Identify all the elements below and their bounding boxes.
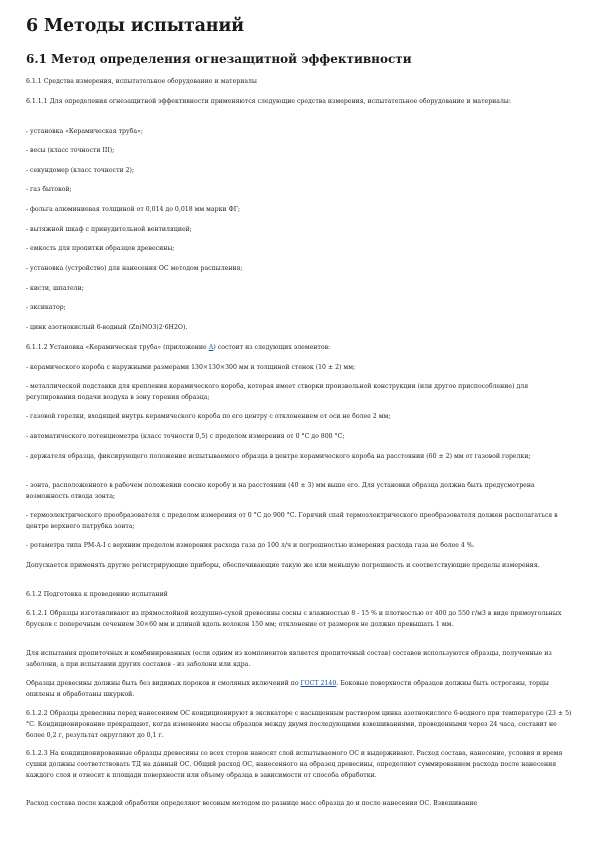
paragraph-6-1-1-2 <box>26 342 574 353</box>
list-item: - металлической подставки для крепления керамического короба, которая имеет створки произвольной конструкции (или другое приспособление) для регулирования подачи воздуха в зону горения образца; <box>26 383 529 401</box>
paragraph-6-1-2-3: 6.1.2.3 На кондиционированные образцы древесины со всех сторон наносят слой испытываемого ОС и выдерживают. Расход состава, нанесение, условия и время сушки должны соответствовать ТД на данный ОС. Общий расход ОС, нанесенного на образец древесины, определяют суммированием расхода после нанесения каждого слоя и относят к площади поверхности или объему образца в зависимости от способа обработки. <box>26 750 563 779</box>
gost-2140-link[interactable]: ГОСТ 2140 <box>300 680 337 687</box>
text-fragment: . Боковые поверхности образцов должны быть остроганы, торцы опилены и обработаны шкуркой. <box>26 680 549 698</box>
list-item: - газ бытовой; <box>26 186 72 193</box>
list-item: - вытяжной шкаф с принудительной вентиляцией; <box>26 226 192 233</box>
text-fragment: 6.1.1.2 Установка «Керамическая труба» (приложение <box>26 344 209 351</box>
paragraph-6-1-2-2: 6.1.2.2 Образцы древесины перед нанесением ОС кондиционируют в эксикаторе с насыщенным раствором цинка азотнокислого 6-водного при температуре (23 ± 5) °С. Кондиционирование прекращают, когда изменение массы образцов между двумя последующими взвешиваниями, проведенными через 24 часа, составит не более 0,2 г, результат округляют до 0,1 г. <box>26 710 572 739</box>
paragraph: Для испытания пропиточных и комбинированных (если одним из компонентов является пропиточный состав) составов используются образцы, полученные из заболони, а при испытании других составов - из заболони или ядра. <box>26 650 552 668</box>
list-item: - установка (устройство) для нанесения ОС методом распыления; <box>26 265 243 272</box>
list-item: - секундомер (класс точности 2); <box>26 167 135 174</box>
list-item: - установка «Керамическая труба»; <box>26 128 143 135</box>
paragraph-6-1-1: 6.1.1 Средства измерения, испытательное оборудование и материалы <box>26 78 257 85</box>
list-item: - фольга алюминиевая толщиной от 0,014 до 0,018 мм марки ФГ; <box>26 206 240 213</box>
paragraph <box>26 678 574 700</box>
paragraph: Расход состава после каждой обработки определяют весовым методом по разнице масс образца до и после нанесения ОС. Взвешивание <box>26 800 478 807</box>
list-item: - ротаметра типа РМ-А-I с верхним пределом измерения расхода газа до 100 л/ч и погрешностью измерения расхода газа не более 4 %. <box>26 542 475 549</box>
paragraph-6-1-2: 6.1.2 Подготовка к проведению испытаний <box>26 591 168 598</box>
list-item: - эксикатор; <box>26 304 66 311</box>
list-item: - автоматического потенциометра (класс точности 0,5) с пределом измерения от 0 °С до 800 °С; <box>26 433 345 440</box>
list-item: - держателя образца, фиксирующего положение испытываемого образца в центре керамического короба на расстоянии (60 ± 2) мм от газовой горелки; <box>26 453 531 460</box>
list-item: - весы (класс точности III); <box>26 147 115 154</box>
text-fragment: Образцы древесины должны быть без видимых пороков и смоляных включений по <box>26 680 301 687</box>
list-item: - емкость для пропитки образцов древесины; <box>26 245 175 252</box>
list-item: - кисти, шпатели; <box>26 285 84 292</box>
section-heading: 6.1 Метод определения огнезащитной эффективности <box>26 52 412 66</box>
list-item: - цинк азотнокислый 6-водный (Zn(NO3)2·6H2O). <box>26 324 188 331</box>
list-item: - зонта, расположенного в рабочем положении соосно коробу и на расстоянии (40 ± 3) мм выше его. Для установки образца должна быть предусмотрена возможность отвода зонта; <box>26 482 535 500</box>
paragraph-6-1-2-1: 6.1.2.1 Образцы изготавливают из прямослойной воздушно-сухой древесины сосны с влажностью 8 - 15 % и плотностью от 400 до 550 г/м3 в виде прямоугольных брусков с поперечным сечением 30×60 мм и длиной вдоль волокон 150 мм; отклонение от размеров не должно превышать 1 мм. <box>26 610 562 628</box>
page-title: 6 Методы испытаний <box>26 16 244 36</box>
text-fragment: ) состоит из следующих элементов: <box>213 344 331 351</box>
list-item: - газовой горелки, входящей внутрь керамического короба по его центру с отклонением от оси не более 2 мм; <box>26 413 391 420</box>
list-item: - термоэлектрического преобразователя с пределом измерения от 0 °С до 900 °С. Горячий спай термоэлектрического преобразователя должен располагаться в центре верхнего патрубка зонта; <box>26 512 558 530</box>
list-item: - керамического короба с наружными размерами 130×130×300 мм и толщиной стенок (10 ± 2) мм; <box>26 364 356 371</box>
appendix-a-link[interactable]: А <box>208 344 214 351</box>
paragraph-6-1-1-1: 6.1.1.1 Для определения огнезащитной эффективности применяются следующие средства измерения, испытательное оборудование и материалы: <box>26 98 511 105</box>
paragraph: Допускается применять другие регистрирующие приборы, обеспечивающие такую же или меньшую погрешность и соответствующие пределы измерения. <box>26 562 540 569</box>
